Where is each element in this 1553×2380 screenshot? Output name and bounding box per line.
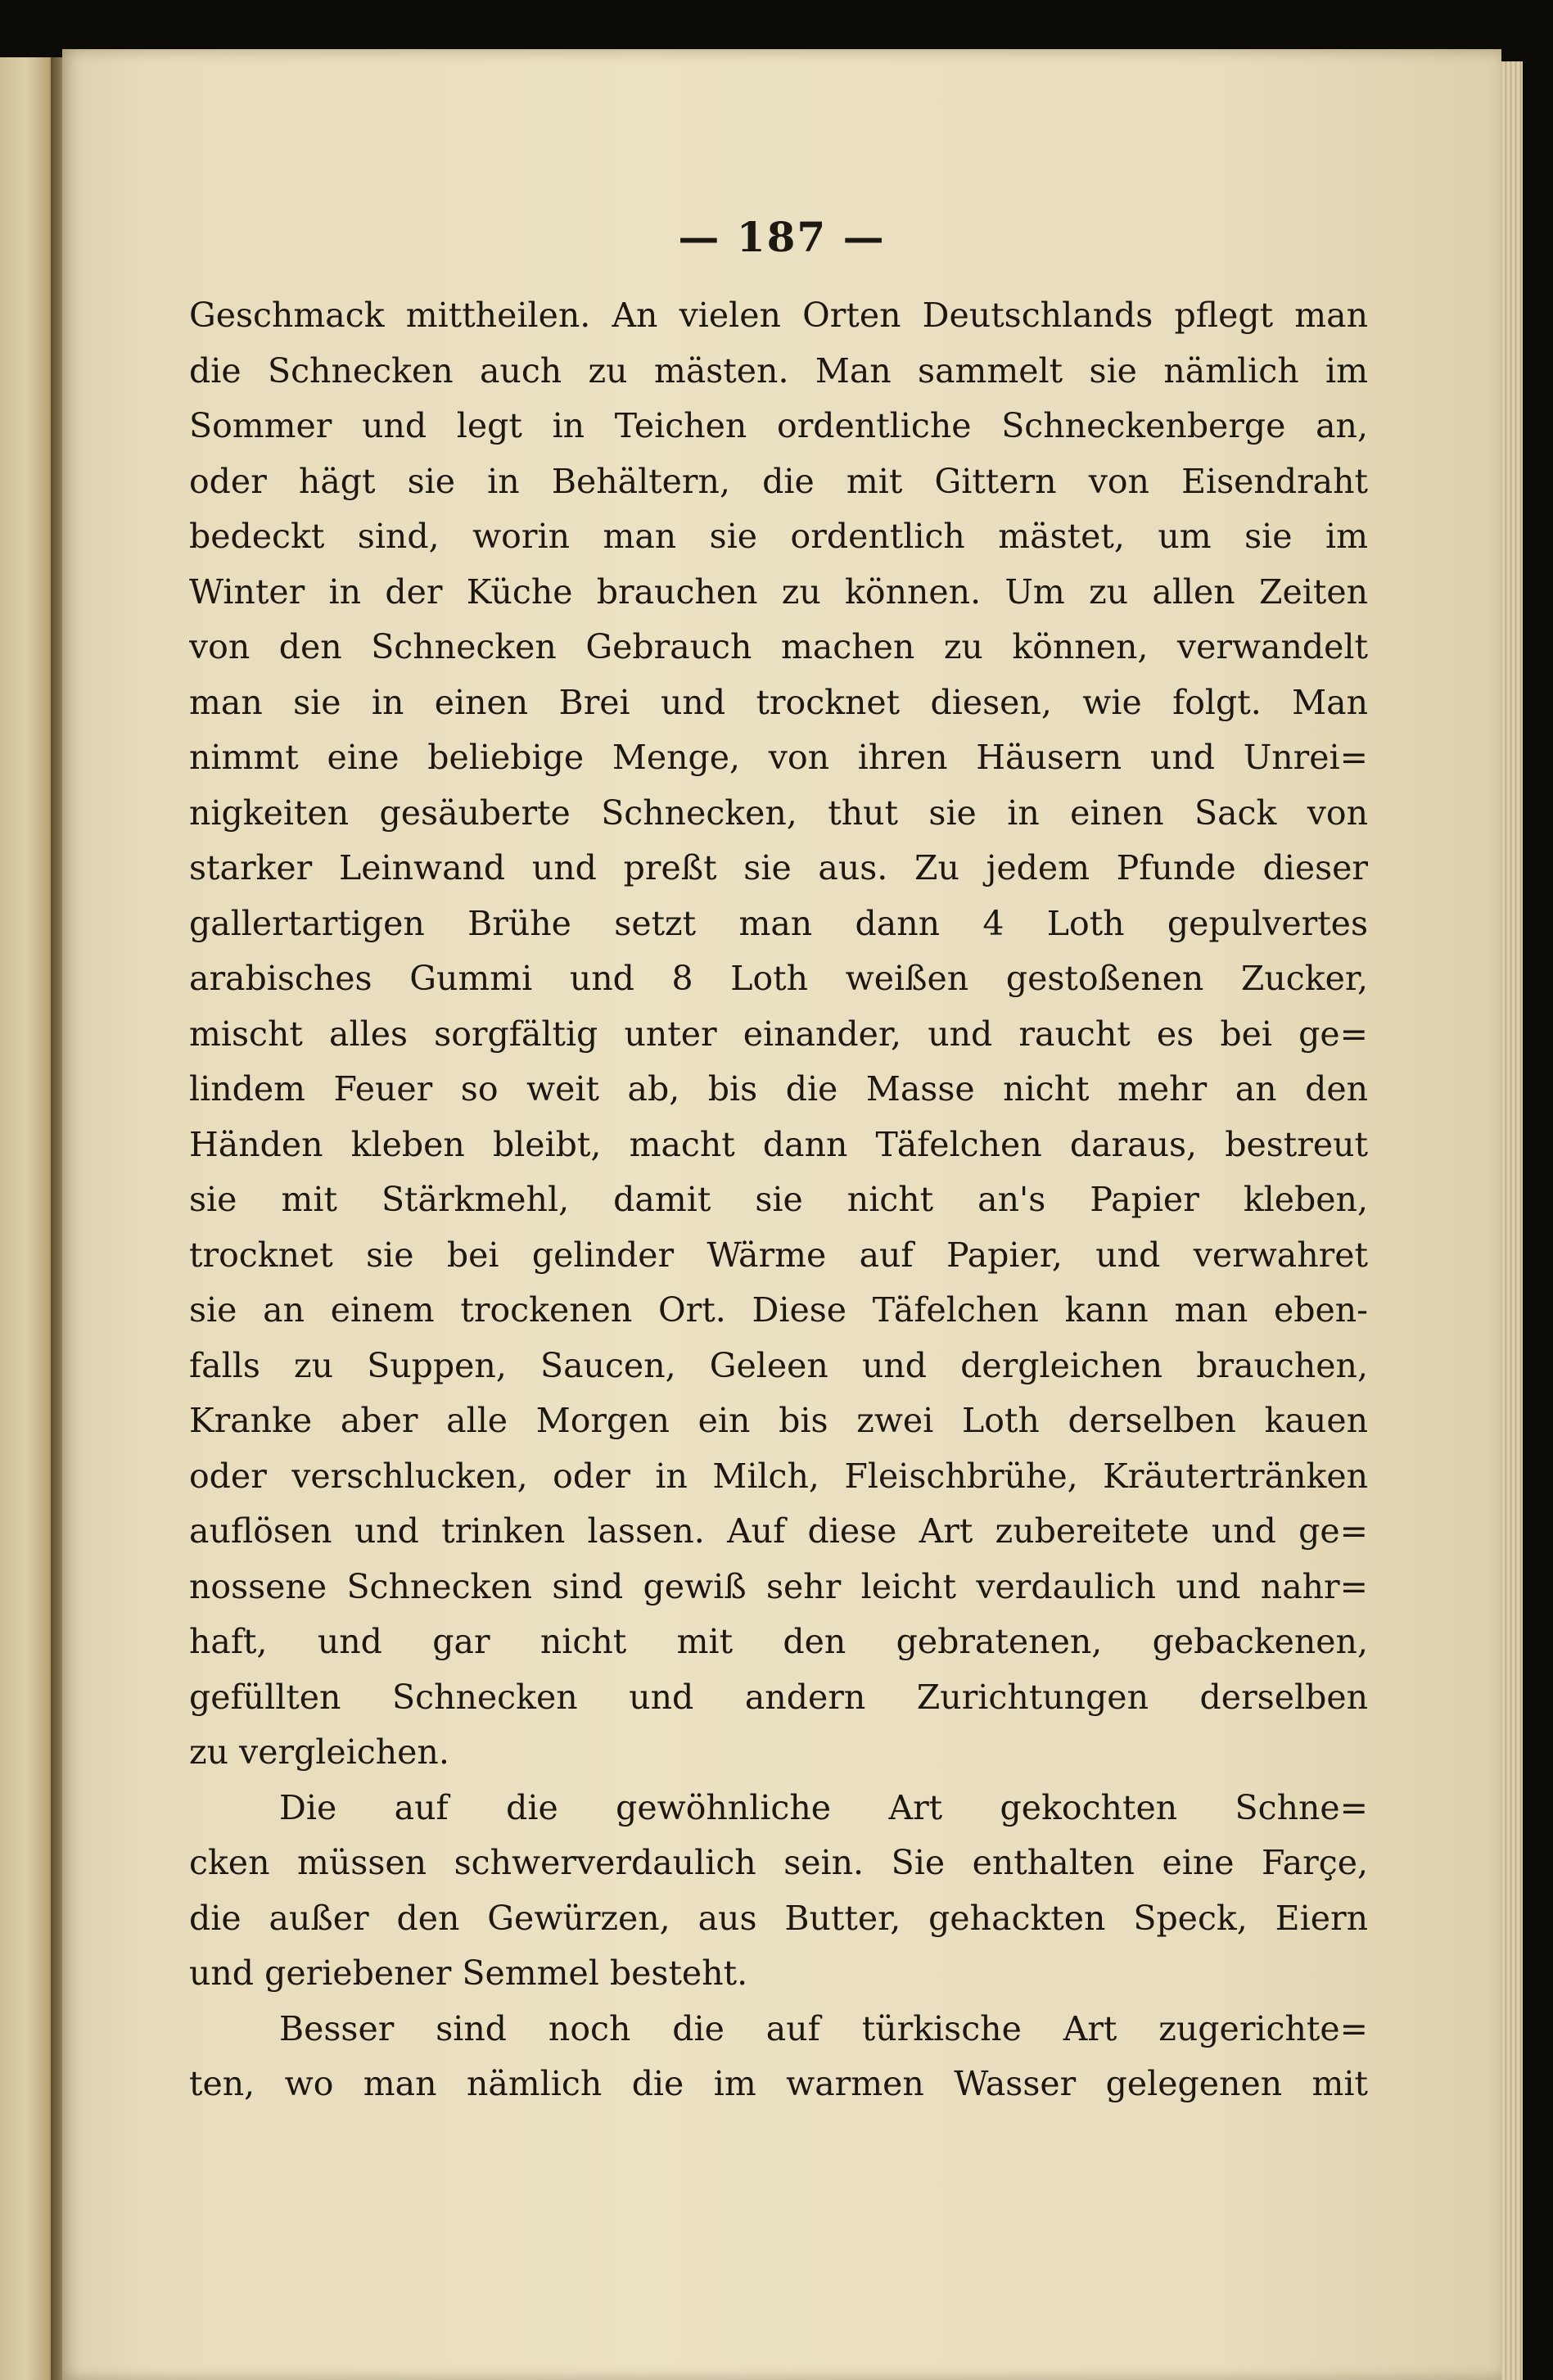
book-page bbox=[62, 49, 1501, 2380]
text-line: nigkeiten gesäuberte Schnecken, thut sie in einen Sack von bbox=[189, 793, 1368, 833]
text-line: bedeckt sind, worin man sie ordentlich mästet, um sie im bbox=[189, 517, 1368, 556]
right-page-edge bbox=[1501, 61, 1523, 2380]
text-line: gallertartigen Brühe setzt man dann 4 Loth gepulvertes bbox=[189, 903, 1368, 943]
text-line: haft, und gar nicht mit den gebratenen, gebackenen, bbox=[189, 1622, 1368, 1661]
text-line: nossene Schnecken sind gewiß sehr leicht verdaulich und nahr= bbox=[189, 1566, 1368, 1606]
text-line: Kranke aber alle Morgen ein bis zwei Loth derselben kauen bbox=[189, 1401, 1368, 1440]
text-line: Geschmack mittheilen. An vielen Orten Deutschlands pflegt man bbox=[189, 296, 1368, 335]
text-line: lindem Feuer so weit ab, bis die Masse nicht mehr an den bbox=[189, 1069, 1368, 1109]
body-text bbox=[189, 288, 1368, 2112]
text-line: falls zu Suppen, Saucen, Geleen und dergleichen brauchen, bbox=[189, 1345, 1368, 1385]
text-line: Besser sind noch die auf türkische Art zugerichte= bbox=[279, 2008, 1368, 2048]
text-line: Winter in der Küche brauchen zu können. Um zu allen Zeiten bbox=[189, 571, 1368, 612]
text-line: zu vergleichen. bbox=[189, 1732, 449, 1772]
text-line: sie an einem trockenen Ort. Diese Täfelchen kann man eben- bbox=[189, 1290, 1368, 1330]
text-line: oder verschlucken, oder in Milch, Fleischbrühe, Kräutertränken bbox=[189, 1456, 1368, 1496]
text-line: oder hägt sie in Behältern, die mit Gittern von Eisendraht bbox=[189, 461, 1368, 501]
text-line: cken müssen schwerverdaulich sein. Sie enthalten eine Farçe, bbox=[189, 1843, 1368, 1882]
text-line: Die auf die gewöhnliche Art gekochten Schne= bbox=[279, 1787, 1368, 1827]
text-line: von den Schnecken Gebrauch machen zu können, verwandelt bbox=[189, 627, 1368, 666]
left-page-edge bbox=[0, 57, 57, 2380]
text-line: die außer den Gewürzen, aus Butter, gehackten Speck, Eiern bbox=[189, 1898, 1368, 1938]
text-line: mischt alles sorgfältig unter einander, und raucht es bei ge= bbox=[189, 1014, 1368, 1054]
text-line: ten, wo man nämlich die im warmen Wasser gelegenen mit bbox=[189, 2064, 1368, 2103]
text-line: man sie in einen Brei und trocknet diesen, wie folgt. Man bbox=[189, 682, 1368, 722]
text-line: Händen kleben bleibt, macht dann Täfelchen daraus, bestreut bbox=[189, 1124, 1368, 1164]
text-line: nimmt eine beliebige Menge, von ihren Häusern und Unrei= bbox=[189, 738, 1368, 777]
text-line: arabisches Gummi und 8 Loth weißen gestoßenen Zucker, bbox=[189, 959, 1368, 998]
text-line: und geriebener Semmel besteht. bbox=[189, 1953, 748, 1993]
page-number: — 187 — bbox=[678, 213, 886, 261]
text-line: sie mit Stärkmehl, damit sie nicht an's Papier kleben, bbox=[189, 1180, 1368, 1219]
text-line: starker Leinwand und preßt sie aus. Zu jedem Pfunde dieser bbox=[189, 848, 1368, 887]
text-line: die Schnecken auch zu mästen. Man sammelt sie nämlich im bbox=[189, 350, 1368, 391]
text-line: auflösen und trinken lassen. Auf diese Art zubereitete und ge= bbox=[189, 1511, 1368, 1551]
text-line: gefüllten Schnecken und andern Zurichtungen derselben bbox=[189, 1677, 1368, 1717]
text-line: Sommer und legt in Teichen ordentliche Schneckenberge an, bbox=[189, 406, 1368, 445]
text-line: trocknet sie bei gelinder Wärme auf Papier, und verwahret bbox=[189, 1235, 1368, 1275]
